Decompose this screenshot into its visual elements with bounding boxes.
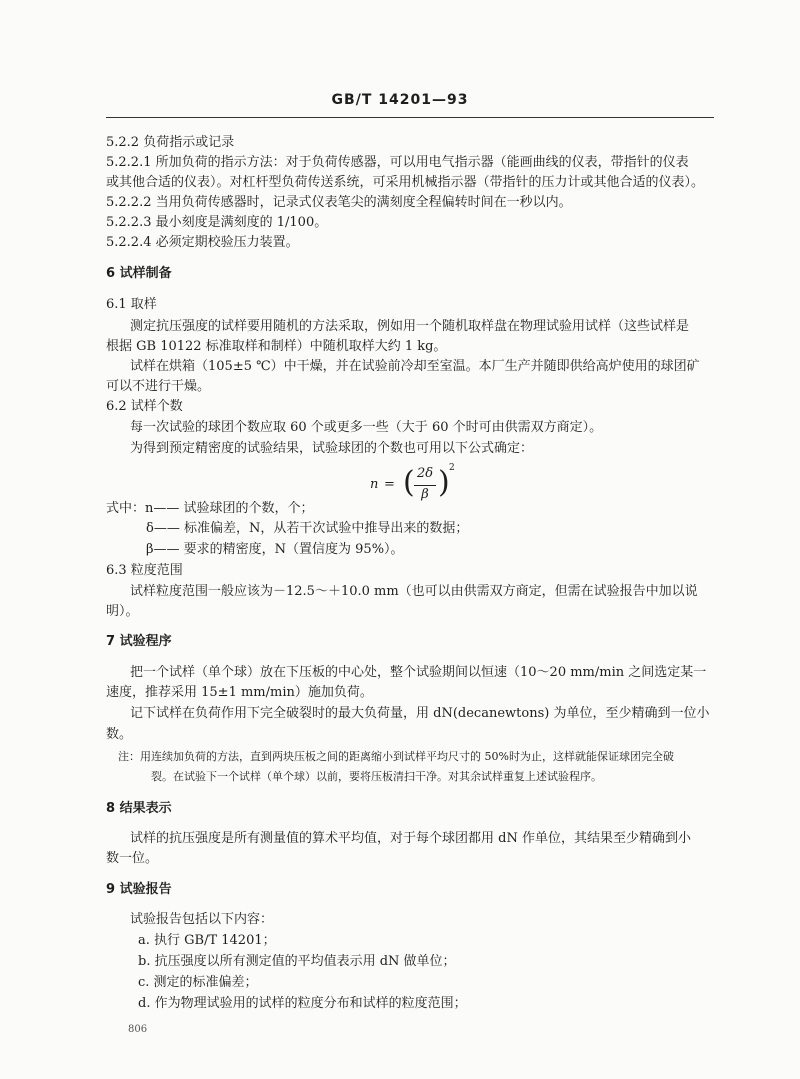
clause-6-3-para-line2: 明）。 [106,604,139,619]
section-7-note-line2: 裂。在试验下一个试样（单个球）以前，要将压板清扫干净。对其余试样重复上述试验程序。 [151,770,602,783]
section-7-para1-line1: 把一个试样（单个球）放在下压板的中心处，整个试验期间以恒速（10～20 mm/min 之间选定某一 [130,665,707,680]
formula-denominator: β [421,487,429,502]
section-7-para2-line1: 记下试样在负荷作用下完全破裂时的最大负荷量，用 dN(decanewtons) 为单位，至少精确到一位小 [130,706,710,721]
clause-6-1-para2-line1: 试样在烘箱（105±5 ℃）中干燥，并在试验前冷却至室温。本厂生产并随即供给高炉使用的球团矿 [130,359,700,374]
section-9-heading: 9 试验报告 [106,882,172,897]
clause-5-2-2-4: 5.2.2.4 必须定期校验压力装置。 [106,235,299,250]
clause-5-2-2-3: 5.2.2.3 最小刻度是满刻度的 1/100。 [106,215,328,230]
clause-6-2-para2: 为得到预定精密度的试验结果，试验球团的个数也可用以下公式确定： [130,441,534,456]
clause-6-1-para1-line1: 测定抗压强度的试样要用随机的方法采取，例如用一个随机取样盘在物理试验用试样（这些试样是 [130,319,690,334]
formula-exponent: 2 [449,463,455,473]
formula-where-n: 式中：n—— 试验球团的个数，个； [106,501,314,516]
clause-6-3-title: 6.3 粒度范围 [106,563,183,578]
formula-numerator: 2δ [416,466,434,481]
section-7-heading: 7 试验程序 [106,634,172,649]
clause-6-1-para2-line2: 可以不进行干燥。 [106,379,211,394]
section-8-para-line1: 试样的抗压强度是所有测量值的算术平均值，对于每个球团都用 dN 作单位，其结果至少精确到小 [130,831,691,846]
clause-6-2-title: 6.2 试样个数 [106,399,183,414]
page-number: 806 [128,1024,148,1035]
clause-5-2-2-1-line1: 5.2.2.1 所加负荷的指示方法：对于负荷传感器，可以用电气指示器（能画曲线的仪表，带指针的仪表 [106,155,689,170]
formula-equals: = [384,477,395,492]
section-8-para-line2: 数一位。 [106,851,159,866]
section-7-para1-line2: 速度，推荐采用 15±1 mm/min）施加负荷。 [106,685,373,700]
clause-6-1-para1-line2: 根据 GB 10122 标准取样和制样）中随机取样大约 1 kg。 [106,339,447,354]
section-8-heading: 8 结果表示 [106,801,172,816]
formula-fraction-bar [414,485,436,486]
clause-6-3-para-line1: 试样粒度范围一般应该为－12.5～＋10.0 mm（也可以由供需双方商定，但需在试验报告中加以说 [130,584,698,599]
clause-5-2-2-title: 5.2.2 负荷指示或记录 [106,135,235,150]
section-7-para2-line2: 数。 [106,727,133,742]
section-9-intro: 试验报告包括以下内容： [130,912,274,927]
clause-5-2-2-1-line2: 或其他合适的仪表）。对杠杆型负荷传送系统，可采用机械指示器（带指针的压力计或其他合适的仪表）。 [106,175,705,190]
formula-where-delta: δ—— 标准偏差，N，从若干次试验中推导出来的数据； [146,521,469,536]
report-item-b: b. 抗压强度以所有测定值的平均值表示用 dN 做单位； [138,954,456,969]
report-item-d: d. 作为物理试验用的试样的粒度分布和试样的粒度范围； [138,996,467,1011]
formula-where-beta: β—— 要求的精密度，N（置信度为 95%）。 [146,542,404,557]
formula-variable: n [370,477,379,492]
clause-6-2-para1: 每一次试验的球团个数应取 60 个或更多一些（大于 60 个时可由供需双方商定）。 [130,420,603,435]
formula-right-paren: ) [438,465,450,500]
report-item-a: a. 执行 GB/T 14201； [138,933,276,948]
clause-6-1-title: 6.1 取样 [106,297,157,312]
report-item-c: c. 测定的标准偏差； [138,975,258,990]
section-6-heading: 6 试样制备 [106,266,172,281]
clause-5-2-2-2: 5.2.2.2 当用负荷传感器时，记录式仪表笔尖的满刻度全程偏转时间在一秒以内。 [106,195,572,210]
section-7-note-line1: 注：用连续加负荷的方法，直到两块压板之间的距离缩小到试样平均尺寸的 50%时为止，这样就能保证球团完全破 [118,750,674,763]
formula-left-paren: ( [403,465,415,500]
page-header: GB/T 14201—93 [331,92,469,108]
header-rule [106,117,714,118]
